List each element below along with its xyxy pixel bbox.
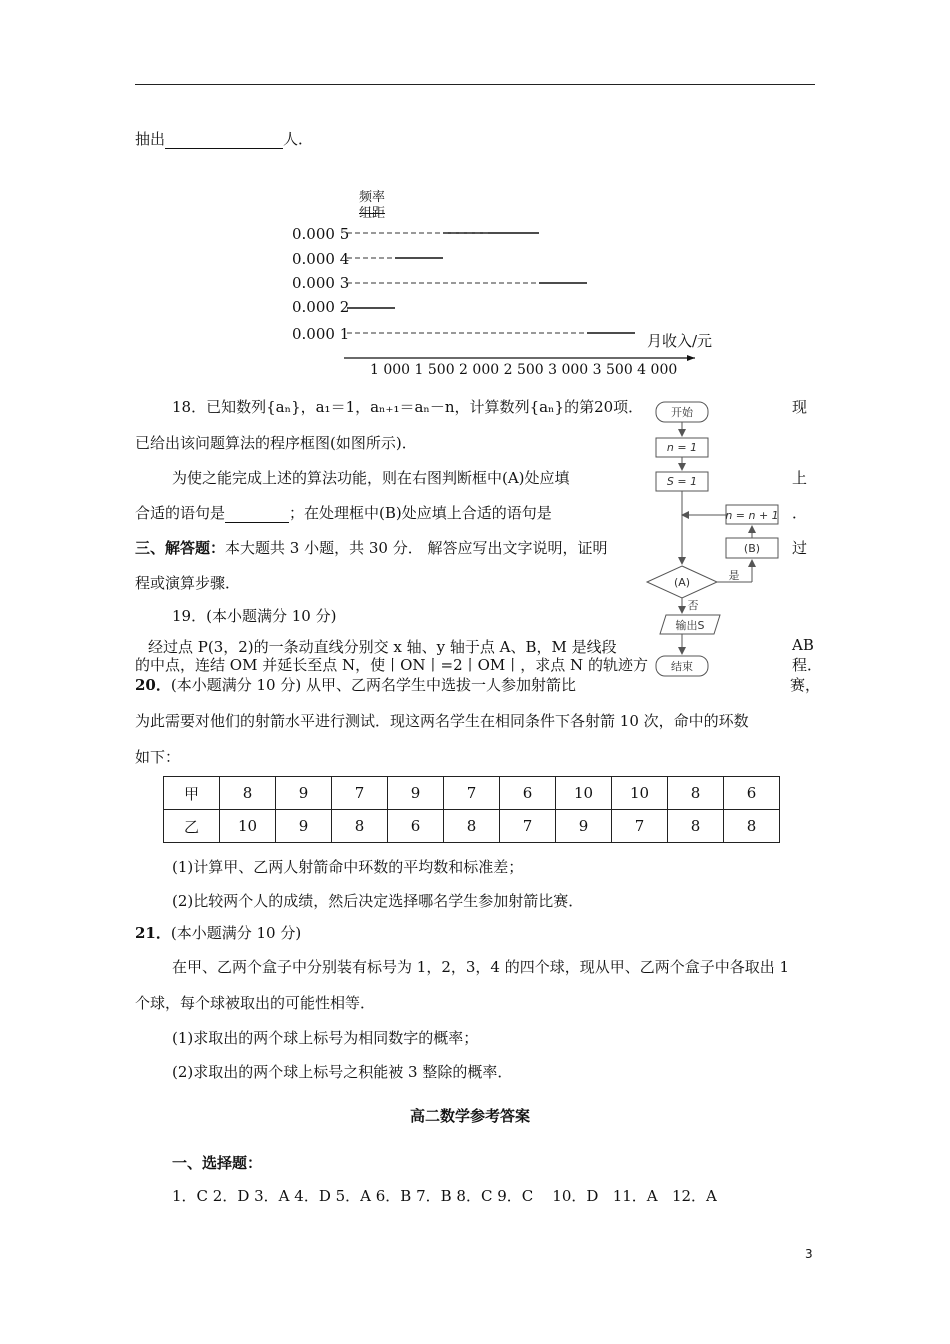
x-axis-arrow	[687, 355, 695, 361]
q21-sub1: (1)求取出的两个球上标号为相同数字的概率；	[172, 1029, 479, 1047]
q18-line1-right: 现	[792, 398, 808, 416]
answers-title: 高二数学参考答案	[410, 1107, 531, 1125]
q19-line2-right: 程．	[792, 656, 823, 674]
section3-right: 过	[792, 539, 808, 557]
table-row: 甲 8 9 7 9 7 6 10 10 8 6	[164, 777, 780, 810]
scores-table	[163, 776, 780, 843]
answers-line: 1．C 2．D 3．A 4．D 5．A 6．B 7．B 8．C 9．C 10．D 11．A 12．A	[172, 1187, 717, 1205]
xlabel: 月收入/元	[647, 332, 713, 350]
box-b-label: (B)	[743, 542, 761, 555]
income-histogram	[285, 180, 735, 385]
ytick-4: 0.000 4	[292, 250, 350, 268]
ytick-2: 0.000 2	[292, 298, 350, 316]
start-label: 开始	[671, 406, 693, 419]
q19-line1-right: AB	[792, 636, 814, 654]
q21-sub2: (2)求取出的两个球上标号之积能被 3 整除的概率．	[172, 1063, 513, 1081]
end-label: 结束	[671, 660, 693, 673]
n-init-label: n = 1	[666, 441, 698, 454]
ytick-3: 0.000 3	[292, 274, 350, 292]
s-init-label: S = 1	[666, 475, 698, 488]
n-inc-label: n = n + 1	[725, 509, 779, 522]
q18-line4-right: ．	[792, 504, 808, 522]
q21-line1: 在甲、乙两个盒子中分别装有标号为 1，2，3，4 的四个球，现从甲、乙两个盒子中各取出 1	[172, 958, 790, 976]
program-flowchart	[630, 398, 790, 683]
table-row: 乙 10 9 8 6 8 7 9 7 8 8	[164, 810, 780, 843]
xticks: 1 000 1 500 2 000 2 500 3 000 3 500 4 000	[370, 362, 678, 378]
histogram-plot	[285, 180, 735, 385]
q19-line1: 经过点 P(3，2)的一条动直线分别交 x 轴、y 轴于点 A、B，M 是线段	[148, 638, 617, 656]
q18-line2: 已给出该问题算法的程序框图(如图所示)．	[135, 434, 417, 452]
q21-line2: 个球，每个球被取出的可能性相等．	[135, 994, 376, 1012]
q20-line3: 如下：	[135, 748, 181, 766]
q20-line1: 20．(本小题满分 10 分) 从甲、乙两名学生中选拔一人参加射箭比	[135, 676, 576, 694]
fill-in-line: 抽出 人．	[135, 130, 314, 148]
q18-line4: 合适的语句是 ；在处理框中(B)处应填上合适的语句是	[135, 504, 552, 522]
q21-head: 21．(本小题满分 10 分)	[135, 924, 302, 942]
q18-line1: 18．已知数列{aₙ}，a₁＝1，aₙ₊₁＝aₙ－n，计算数列{aₙ}的第20项．	[172, 398, 644, 416]
ytick-5: 0.000 5	[292, 225, 350, 243]
section3-line1: 三、解答题：本大题共 3 小题，共 30 分． 解答应写出文字说明，证明	[135, 539, 608, 557]
q20-line1-right: 赛，	[790, 676, 821, 694]
q20-sub1: (1)计算甲、乙两人射箭命中环数的平均数和标准差；	[172, 858, 524, 876]
ylabel-top: 频率	[359, 190, 386, 205]
ytick-1: 0.000 1	[292, 325, 350, 343]
answer-blank[interactable]	[165, 130, 283, 149]
answers-section: 一、选择题：	[172, 1154, 263, 1172]
box-a-label: (A)	[673, 576, 691, 589]
header-rule	[135, 84, 815, 85]
output-label: 输出S	[675, 619, 705, 632]
q19-line2: 的中点，连结 OM 并延长至点 N，使丨ON丨=2丨OM丨，求点 N 的轨迹方	[135, 656, 648, 674]
blank-a[interactable]	[225, 504, 289, 523]
q18-line3: 为使之能完成上述的算法功能，则在右图判断框中(A)处应填	[172, 469, 570, 487]
yes-label: 是	[728, 569, 740, 582]
ylabel-bottom: 组距	[359, 206, 386, 221]
q18-line3-right: 上	[792, 469, 808, 487]
page-number: 3	[805, 1247, 813, 1261]
no-label: 否	[687, 599, 699, 612]
q20-sub2: (2)比较两个人的成绩，然后决定选择哪名学生参加射箭比赛．	[172, 892, 584, 910]
q19-head: 19．(本小题满分 10 分)	[172, 607, 337, 625]
q20-line2: 为此需要对他们的射箭水平进行测试．现这两名学生在相同条件下各射箭 10 次，命中的环数	[135, 712, 749, 730]
section3-line2: 程或演算步骤．	[135, 574, 241, 592]
flowchart-svg	[630, 398, 790, 683]
